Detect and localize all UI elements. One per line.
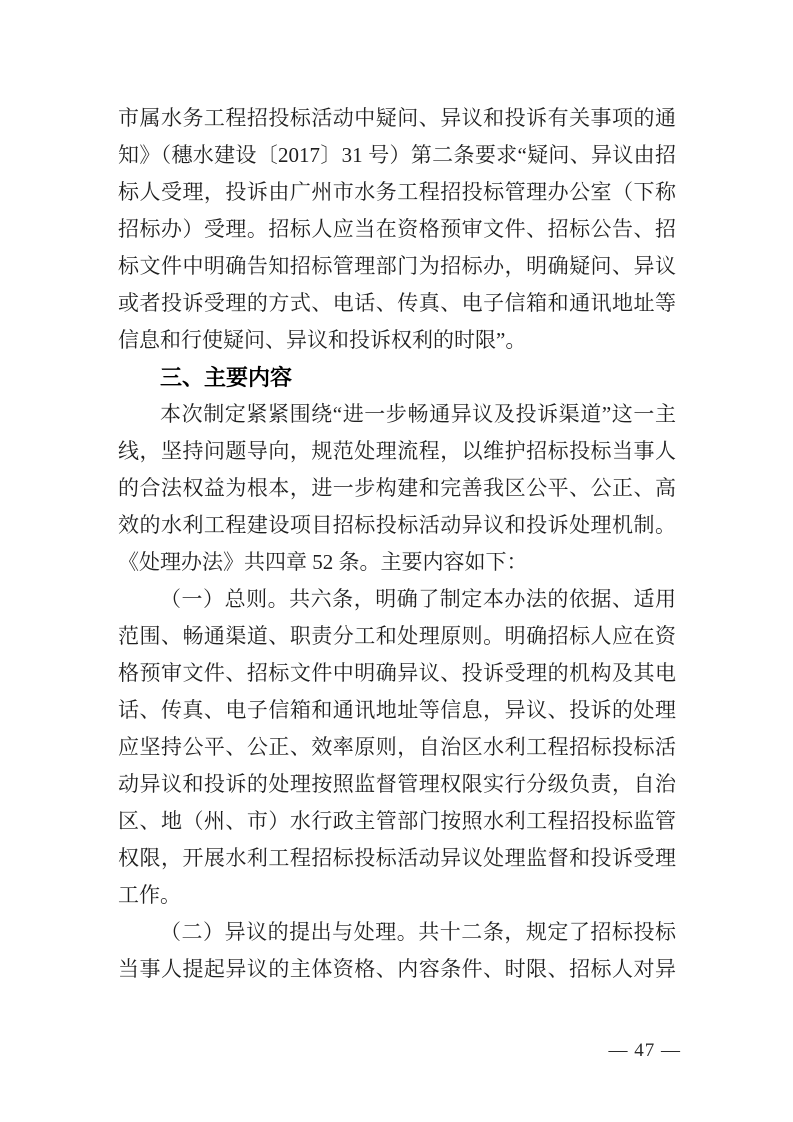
doc-line: 范围、畅通渠道、职责分工和处理原则。明确招标人应在资 [118,624,676,648]
doc-line: 区、地（州、市）水行政主管部门按照水利工程招投标监管 [118,809,676,833]
document-text-block [118,100,676,988]
doc-line: （二）异议的提出与处理。共十二条，规定了招标投标 [160,920,676,944]
doc-line: 招标办）受理。招标人应当在资格预审文件、招标公告、招 [118,217,676,241]
doc-line: 市属水务工程招投标活动中疑问、异议和投诉有关事项的通 [118,106,676,130]
doc-line: 格预审文件、招标文件中明确异议、投诉受理的机构及其电 [118,661,676,685]
doc-line: 标文件中明确告知招标管理部门为招标办，明确疑问、异议 [118,254,676,278]
section-heading: 三、主要内容 [160,365,293,390]
doc-line: 知》（穗水建设〔2017〕31 号）第二条要求“疑问、异议由招 [118,143,676,167]
doc-line: 工作。 [118,883,181,907]
doc-line: 的合法权益为根本，进一步构建和完善我区公平、公正、高 [118,476,676,500]
doc-line: 话、传真、电子信箱和通讯地址等信息，异议、投诉的处理 [118,698,676,722]
doc-line: 权限，开展水利工程招标投标活动异议处理监督和投诉受理 [118,846,676,870]
page-number: — 47 — [608,1040,681,1061]
doc-line: 本次制定紧紧围绕“进一步畅通异议及投诉渠道”这一主 [160,402,676,426]
doc-line: 当事人提起异议的主体资格、内容条件、时限、招标人对异 [118,957,676,981]
doc-line: 标人受理，投诉由广州市水务工程招投标管理办公室（下称 [118,180,676,204]
doc-line: 《处理办法》共四章 52 条。主要内容如下： [118,550,528,574]
doc-line: 动异议和投诉的处理按照监督管理权限实行分级负责，自治 [118,772,676,796]
doc-line: 或者投诉受理的方式、电话、传真、电子信箱和通讯地址等 [118,291,676,315]
doc-line: （一）总则。共六条，明确了制定本办法的依据、适用 [160,587,676,611]
doc-line: 信息和行使疑问、异议和投诉权利的时限”。 [118,328,527,352]
doc-line: 效的水利工程建设项目招标投标活动异议和投诉处理机制。 [118,513,676,537]
doc-line: 应坚持公平、公正、效率原则，自治区水利工程招标投标活 [118,735,676,759]
doc-line: 线，坚持问题导向，规范处理流程，以维护招标投标当事人 [118,439,676,463]
